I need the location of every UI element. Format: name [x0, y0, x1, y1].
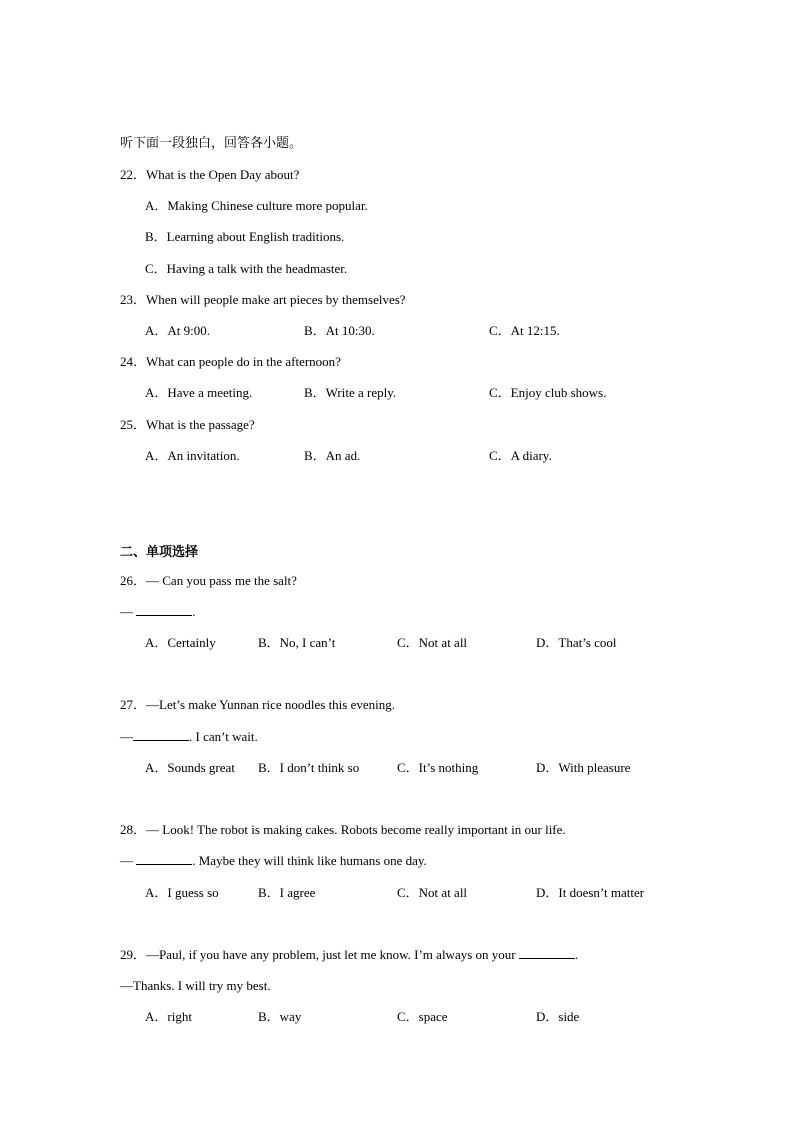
- option-letter: B．: [258, 635, 280, 650]
- question-26: [120, 573, 297, 589]
- option-letter: C．: [489, 385, 511, 400]
- option-text: At 12:15.: [510, 323, 560, 338]
- option-letter: C．: [397, 760, 419, 775]
- question-number: 29．: [120, 947, 147, 962]
- question-number: 23．: [120, 292, 147, 307]
- option-letter: B．: [258, 1009, 280, 1024]
- option-text: With pleasure: [558, 760, 631, 775]
- option-text: right: [167, 1009, 192, 1024]
- option-letter: A．: [145, 1009, 168, 1024]
- option-letter: A．: [145, 323, 168, 338]
- question-24: [120, 354, 341, 370]
- option-letter: A．: [145, 448, 168, 463]
- option-27-a[interactable]: [145, 760, 235, 776]
- question-23: [120, 292, 406, 308]
- answer-blank[interactable]: [519, 947, 575, 959]
- answer-line-29: —Thanks. I will try my best.: [120, 978, 271, 993]
- option-text: I don’t think so: [279, 760, 360, 775]
- question-text: When will people make art pieces by themselves?: [146, 292, 406, 307]
- option-text: way: [279, 1009, 302, 1024]
- question-number: 24．: [120, 354, 147, 369]
- option-letter: C．: [489, 323, 511, 338]
- option-text: It doesn’t matter: [558, 885, 645, 900]
- section-heading: 二、单项选择: [120, 545, 199, 560]
- option-23-c[interactable]: [489, 323, 560, 339]
- option-26-a[interactable]: [145, 635, 216, 651]
- option-letter: A．: [145, 198, 168, 213]
- answer-suffix: .: [192, 604, 196, 619]
- option-text: Learning about English traditions.: [166, 229, 345, 244]
- option-26-d[interactable]: [536, 635, 617, 651]
- option-text: Have a meeting.: [167, 385, 253, 400]
- dash: —: [120, 604, 137, 619]
- option-letter: A．: [145, 385, 168, 400]
- answer-suffix: . Maybe they will think like humans one day.: [192, 853, 427, 868]
- option-letter: B．: [304, 323, 326, 338]
- dash: —: [120, 853, 137, 868]
- option-text: I agree: [279, 885, 316, 900]
- option-letter: C．: [397, 885, 419, 900]
- option-letter: B．: [304, 448, 326, 463]
- question-text: —Let’s make Yunnan rice noodles this evening.: [146, 697, 396, 712]
- option-text: space: [418, 1009, 448, 1024]
- option-letter: B．: [258, 885, 280, 900]
- question-29: [120, 947, 578, 963]
- option-23-b[interactable]: [304, 323, 375, 339]
- option-letter: A．: [145, 885, 168, 900]
- option-27-b[interactable]: [258, 760, 359, 776]
- option-letter: D．: [536, 885, 559, 900]
- option-letter: C．: [397, 1009, 419, 1024]
- option-letter: B．: [145, 229, 167, 244]
- question-text: —Paul, if you have any problem, just let me know. I’m always on your: [146, 947, 519, 962]
- option-23-a[interactable]: [145, 323, 210, 339]
- option-text: It’s nothing: [418, 760, 479, 775]
- question-text: What can people do in the afternoon?: [146, 354, 341, 369]
- option-letter: C．: [397, 635, 419, 650]
- option-26-b[interactable]: [258, 635, 335, 651]
- option-22-c[interactable]: [145, 261, 347, 277]
- option-letter: B．: [258, 760, 280, 775]
- option-letter: C．: [145, 261, 167, 276]
- option-29-c[interactable]: [397, 1009, 448, 1025]
- question-text: What is the passage?: [146, 417, 255, 432]
- option-text: At 10:30.: [325, 323, 375, 338]
- option-text: Not at all: [418, 635, 468, 650]
- option-text: Write a reply.: [325, 385, 397, 400]
- option-28-c[interactable]: [397, 885, 467, 901]
- option-27-c[interactable]: [397, 760, 478, 776]
- option-text: Enjoy club shows.: [510, 385, 607, 400]
- dash: —: [120, 729, 133, 744]
- answer-blank[interactable]: [133, 729, 189, 741]
- option-text: I guess so: [167, 885, 219, 900]
- option-22-b[interactable]: [145, 229, 344, 245]
- option-letter: D．: [536, 1009, 559, 1024]
- answer-line-26: [120, 604, 196, 620]
- option-letter: D．: [536, 635, 559, 650]
- answer-suffix: . I can’t wait.: [189, 729, 258, 744]
- option-25-c[interactable]: [489, 448, 552, 464]
- option-text: No, I can’t: [279, 635, 336, 650]
- option-letter: D．: [536, 760, 559, 775]
- option-letter: A．: [145, 635, 168, 650]
- option-text: side: [558, 1009, 580, 1024]
- option-25-b[interactable]: [304, 448, 360, 464]
- question-number: 28．: [120, 822, 147, 837]
- option-text: Having a talk with the headmaster.: [166, 261, 348, 276]
- listening-instruction: 听下面一段独白，回答各小题。: [120, 136, 303, 151]
- question-number: 26．: [120, 573, 147, 588]
- answer-blank[interactable]: [136, 853, 192, 865]
- option-24-c[interactable]: [489, 385, 606, 401]
- answer-line-27: [120, 729, 258, 745]
- option-28-a[interactable]: [145, 885, 219, 901]
- question-22: [120, 167, 299, 183]
- option-29-b[interactable]: [258, 1009, 301, 1025]
- option-letter: A．: [145, 760, 168, 775]
- option-text: A diary.: [510, 448, 552, 463]
- option-29-d[interactable]: [536, 1009, 579, 1025]
- question-28: [120, 822, 566, 838]
- question-text: — Look! The robot is making cakes. Robots become really important in our life.: [146, 822, 566, 837]
- question-suffix: .: [574, 947, 579, 962]
- option-26-c[interactable]: [397, 635, 467, 651]
- option-text: Sounds great: [167, 760, 235, 775]
- option-text: An ad.: [325, 448, 361, 463]
- option-24-b[interactable]: [304, 385, 396, 401]
- option-letter: C．: [489, 448, 511, 463]
- question-number: 27．: [120, 697, 147, 712]
- option-text: Making Chinese culture more popular.: [167, 198, 368, 213]
- option-28-d[interactable]: [536, 885, 644, 901]
- option-text: An invitation.: [167, 448, 240, 463]
- option-24-a[interactable]: [145, 385, 252, 401]
- option-25-a[interactable]: [145, 448, 240, 464]
- option-27-d[interactable]: [536, 760, 630, 776]
- question-number: 25．: [120, 417, 147, 432]
- question-25: [120, 417, 255, 433]
- question-number: 22．: [120, 167, 147, 182]
- option-29-a[interactable]: [145, 1009, 192, 1025]
- option-text: That’s cool: [558, 635, 617, 650]
- option-text: Certainly: [167, 635, 216, 650]
- question-text: — Can you pass me the salt?: [146, 573, 297, 588]
- question-text: What is the Open Day about?: [146, 167, 300, 182]
- option-text: At 9:00.: [167, 323, 211, 338]
- question-27: [120, 697, 395, 713]
- option-22-a[interactable]: [145, 198, 368, 214]
- option-text: Not at all: [418, 885, 468, 900]
- answer-blank[interactable]: [136, 604, 192, 616]
- option-letter: B．: [304, 385, 326, 400]
- option-28-b[interactable]: [258, 885, 315, 901]
- answer-line-28: [120, 853, 427, 869]
